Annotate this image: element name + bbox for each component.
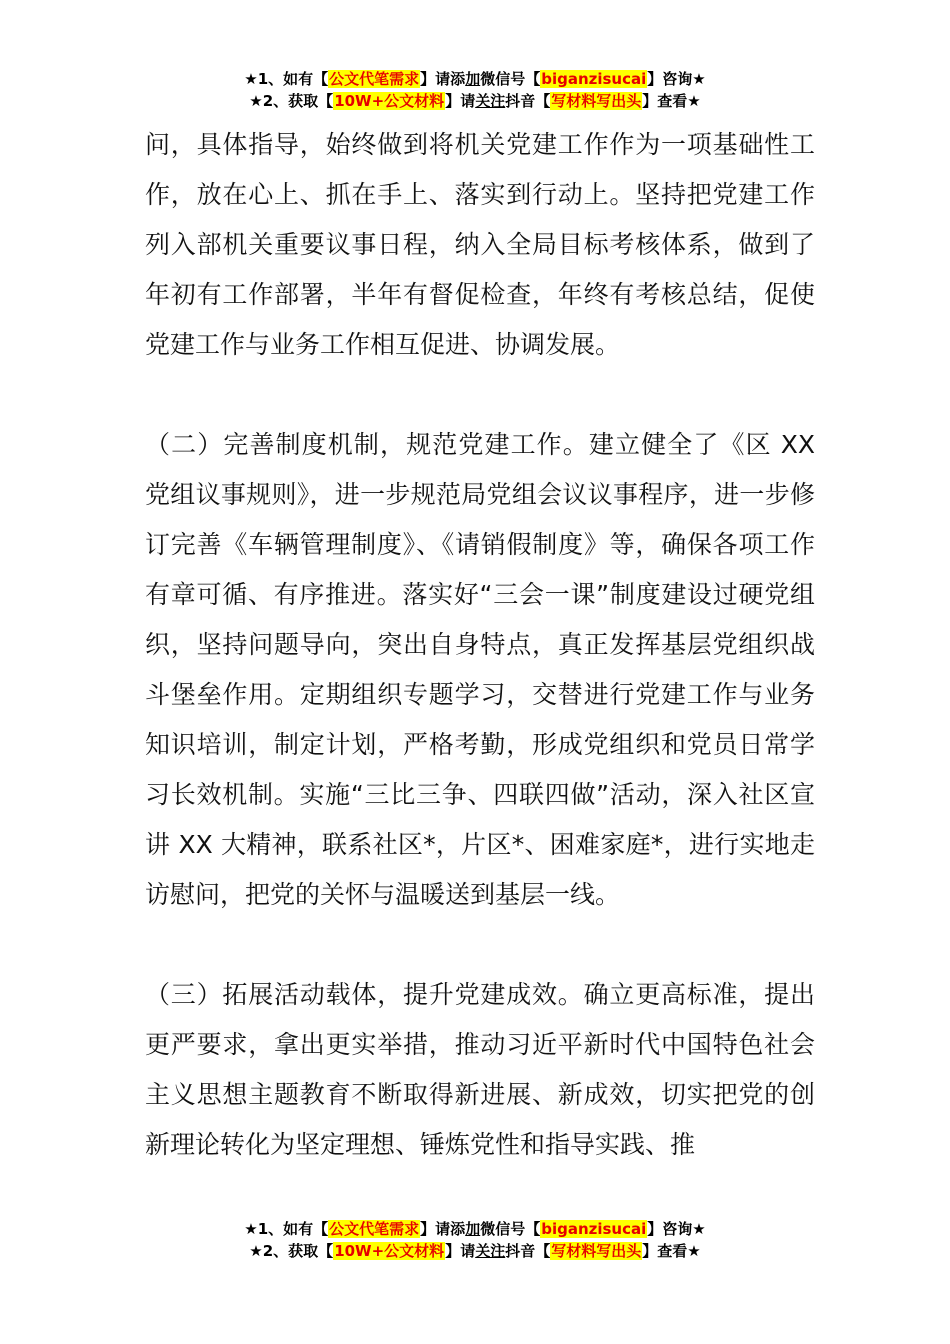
bottom-banner [0,1218,950,1262]
top-banner-line-1 [0,68,950,90]
banner-highlight: 写材料写出头 [551,1242,642,1260]
banner-text: 】请 [445,1242,476,1260]
document-body [145,120,815,1170]
banner-text: 抖音【 [505,92,551,110]
banner-text: ★2、获取【 [249,1242,334,1260]
banner-text: 】咨询★ [647,1220,706,1238]
banner-highlight: 10W+公文材料 [334,92,445,110]
banner-text: ★1、如有【 [244,1220,329,1238]
banner-underlined-text: 关注 [475,1242,506,1260]
banner-text: ★1、如有【 [244,70,329,88]
banner-underlined-text: 加 [465,1220,481,1238]
banner-text: 微信号【 [480,70,541,88]
banner-underlined-text: 关注 [475,92,506,110]
banner-text: ★2、获取【 [249,92,334,110]
banner-text: 】请 [445,92,476,110]
banner-text: 微信号【 [480,1220,541,1238]
banner-text: 】请添 [420,70,466,88]
banner-highlight: 10W+公文材料 [334,1242,445,1260]
banner-underlined-text: 加 [465,70,481,88]
banner-highlight: biganzisucai [541,1220,647,1238]
bottom-banner-line-2 [0,1240,950,1262]
bottom-banner-line-1 [0,1218,950,1240]
banner-text: 】请添 [420,1220,466,1238]
paragraph-3: （三）拓展活动载体，提升党建成效。确立更高标准，提出更严要求，拿出更实举措，推动习近平新时代中国特色社会主义思想主题教育不断取得新进展、新成效，切实把党的创新理论转化为坚定理想、锤炼党性和指导实践、推 [145,980,815,1159]
paragraph-gap [145,920,815,970]
paragraph-gap [145,370,815,420]
banner-text: 】查看★ [642,92,701,110]
banner-text: 】查看★ [642,1242,701,1260]
paragraph-1: 问，具体指导，始终做到将机关党建工作作为一项基础性工作，放在心上、抓在手上、落实到行动上。坚持把党建工作列入部机关重要议事日程，纳入全局目标考核体系，做到了年初有工作部署，半年有督促检查，年终有考核总结，促使党建工作与业务工作相互促进、协调发展。 [145,130,815,359]
paragraph-2: （二）完善制度机制，规范党建工作。建立健全了《区 XX 党组议事规则》，进一步规范局党组会议议事程序，进一步修订完善《车辆管理制度》、《请销假制度》等，确保各项工作有章可循、有序推进。落实好“三会一课”制度建设过硬党组织，坚持问题导向，突出自身特点，真正发挥基层党组织战斗堡垒作用。定期组织专题学习，交替进行党建工作与业务知识培训，制定计划，严格考勤，形成党组织和党员日常学习长效机制。实施“三比三争、四联四做”活动，深入社区宣讲 XX 大精神，联系社区*，片区*、困难家庭*，进行实地走访慰问，把党的关怀与温暖送到基层一线。 [145,430,815,909]
banner-highlight: 公文代笔需求 [329,1220,420,1238]
banner-highlight: 公文代笔需求 [329,70,420,88]
banner-highlight: biganzisucai [541,70,647,88]
banner-highlight: 写材料写出头 [551,92,642,110]
banner-text: 】咨询★ [647,70,706,88]
banner-text: 抖音【 [505,1242,551,1260]
top-banner [0,68,950,112]
top-banner-line-2 [0,90,950,112]
